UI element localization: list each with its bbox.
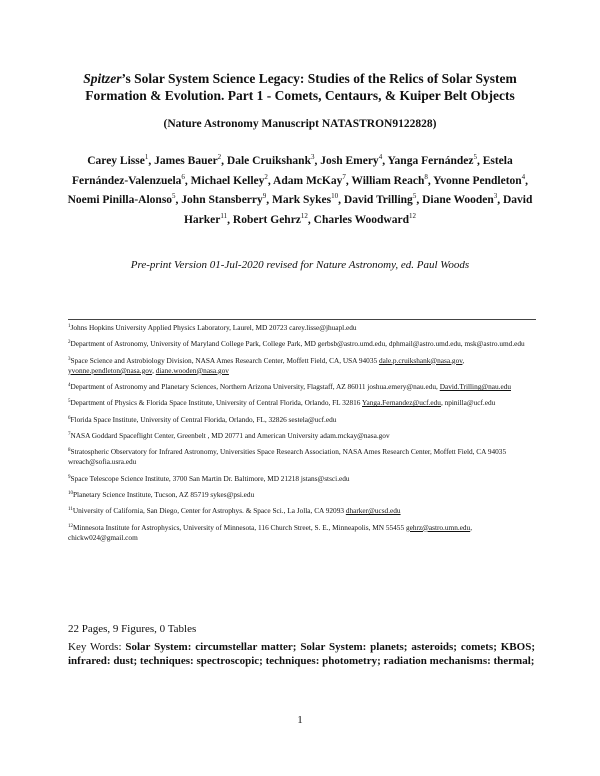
footnote-number: 5	[68, 399, 71, 405]
footnote-text: ,	[462, 355, 465, 365]
author-affiliation-mark: 6	[181, 172, 185, 181]
affiliation-footnote	[68, 474, 538, 484]
author-separator: ,	[221, 155, 227, 167]
page-number: 1	[297, 714, 303, 726]
author-affiliation-mark: 3	[310, 153, 315, 161]
page-count: 22 Pages, 9 Figures, 0 Tables	[68, 623, 197, 635]
affiliation-footnote	[68, 415, 538, 425]
affiliation-footnote	[68, 323, 538, 333]
author-affiliation-mark: 5	[172, 192, 176, 200]
author-separator: ,	[525, 174, 529, 187]
author-affiliation-mark: 12	[409, 211, 416, 220]
author-name: Charles Woodward	[313, 213, 409, 226]
author-separator: ,	[497, 194, 503, 206]
author-separator: ,	[266, 194, 273, 206]
footnote-number: 11	[68, 507, 73, 513]
affiliation-footnote	[68, 382, 538, 392]
author-name: Yanga Fernández	[387, 155, 474, 167]
email-link[interactable]: diane.wooden@nasa.gov	[155, 365, 229, 375]
author-name: Michael Kelley	[190, 174, 265, 187]
footnote-text: Space Science and Astrobiology Division, NASA Ames Research Center, Moffett Field, CA, USA 94035	[70, 355, 379, 365]
footnote-text: Department of Astronomy and Planetary Sciences, Northern Arizona University, Flagstaff, AZ 86011 joshua.emery@nau.edu,	[70, 382, 440, 392]
footnote-number: 2	[68, 340, 71, 346]
author-affiliation-mark: 11	[220, 211, 228, 220]
affiliation-footnote	[68, 431, 538, 441]
author-affiliation-mark: 1	[144, 153, 149, 161]
footnote-number: 9	[68, 474, 71, 480]
footnote-number: 7	[68, 431, 71, 437]
email-link[interactable]: David.Trilling@nau.edu	[439, 382, 511, 392]
author-separator: ,	[345, 174, 352, 187]
author-affiliation-mark: 4	[521, 172, 526, 181]
author-name: Josh Emery	[320, 155, 379, 167]
email-link[interactable]: dale.p.cruikshank@nasa.gov	[378, 355, 463, 365]
author-name: James Bauer	[154, 155, 218, 167]
title-line-1-rest: ’s Solar System Science Legacy: Studies of the Relics of Solar System	[121, 71, 517, 86]
footnote-divider	[68, 319, 536, 320]
footnote-text: Stratospheric Observatory for Infrared Astronomy, Universities Space Research Association, NASA Ames Research Center, Moffett Field, CA 94035 wreach@sofia.usra.edu	[68, 447, 507, 467]
author-separator: ,	[227, 213, 233, 226]
footnote-text: Minnesota Institute for Astrophysics, University of Minnesota, 116 Church Street, S. E., Minneapolis, MN 55455	[73, 522, 406, 532]
footnote-text: Johns Hopkins University Applied Physics Laboratory, Laurel, MD 20723 carey.lisse@jhuapl.edu	[70, 323, 357, 332]
author-affiliation-mark: 4	[378, 153, 383, 161]
author-affiliation-mark: 8	[424, 172, 428, 181]
footnote-text: Department of Physics & Florida Space Institute, University of Central Florida, Orlando, FL 32816	[70, 398, 362, 408]
title-line-1	[60, 70, 540, 87]
author-name: Dale Cruikshank	[226, 155, 311, 167]
footnote-number: 1	[68, 324, 71, 329]
author-name: David Trilling	[343, 194, 413, 206]
affiliation-footnote	[68, 447, 538, 467]
author-affiliation-mark: 2	[264, 172, 268, 181]
footnote-text: , chickw024@gmail.com	[68, 522, 473, 542]
footnote-number: 4	[68, 383, 71, 389]
keywords-text: Solar System: circumstellar matter; Solar System: planets; asteroids; comets; KBOS; infrared: dust; techniques: spectroscopic; techniques: photometry; radiation mechanisms: thermal;	[68, 641, 535, 667]
author-affiliation-mark: 5	[473, 153, 477, 161]
affiliation-footnote	[68, 356, 538, 376]
affiliation-footnote	[68, 490, 538, 500]
affiliation-footnotes	[68, 323, 538, 549]
author-name: Mark Sykes	[272, 194, 332, 206]
manuscript-id: (Nature Astronomy Manuscript NATASTRON9122828)	[163, 118, 437, 130]
author-name: Robert Gehrz	[232, 213, 301, 226]
author-name: David Harker	[183, 194, 533, 226]
author-affiliation-mark: 12	[300, 211, 308, 220]
author-affiliation-mark: 2	[217, 153, 222, 161]
email-link[interactable]: yvonne.pendleton@nasa.gov	[68, 365, 153, 375]
email-link[interactable]: dharker@ucsd.edu	[345, 506, 401, 516]
keywords-label: Key Words:	[68, 641, 126, 653]
author-separator: ,	[184, 174, 191, 187]
footnote-number: 8	[68, 448, 71, 454]
footnote-text: Planetary Science Institute, Tucson, AZ 85719 sykes@psi.edu	[73, 490, 255, 500]
footnote-text: ,	[152, 365, 156, 375]
title-line-2: Formation & Evolution. Part 1 - Comets, Centaurs, & Kuiper Belt Objects	[85, 88, 515, 103]
affiliation-footnote	[68, 398, 538, 408]
footnote-text: NASA Goddard Spaceflight Center, Greenbelt , MD 20771 and American University adam.mckay@nasa.gov	[70, 430, 390, 440]
author-separator: ,	[416, 194, 423, 206]
author-separator: ,	[476, 155, 483, 167]
paper-title	[60, 70, 540, 104]
author-affiliation-mark: 5	[412, 192, 417, 200]
keywords	[68, 641, 535, 668]
author-separator: ,	[427, 174, 434, 187]
author-separator: ,	[267, 174, 274, 187]
author-separator: ,	[382, 155, 388, 167]
author-name: Adam McKay	[273, 174, 343, 187]
author-separator: ,	[314, 155, 321, 167]
footnote-text: Space Telescope Science Institute, 3700 San Martin Dr. Baltimore, MD 21218 jstans@stsci.edu	[70, 473, 350, 483]
author-name: Yvonne Pendleton	[433, 174, 522, 187]
author-name: Carey Lisse	[87, 155, 145, 167]
author-name: William Reach	[351, 174, 425, 187]
affiliation-footnote	[68, 523, 538, 543]
author-affiliation-mark: 7	[342, 172, 346, 181]
author-affiliation-mark: 10	[331, 192, 339, 200]
author-separator: ,	[175, 194, 182, 206]
author-affiliation-mark: 3	[493, 192, 498, 200]
email-link[interactable]: gehrz@astro.umn.edu	[405, 522, 471, 532]
author-name: Noemi Pinilla-Alonso	[67, 194, 173, 206]
author-separator: ,	[307, 213, 314, 226]
author-separator: ,	[148, 155, 155, 167]
author-list	[62, 152, 538, 230]
footnote-number: 10	[68, 491, 73, 497]
footnote-text: Florida Space Institute, University of Central Florida, Orlando, FL, 32826 sestela@ucf.edu	[70, 414, 337, 424]
title-italic: Spitzer	[83, 71, 122, 86]
author-name: John Stansberry	[181, 194, 263, 206]
author-affiliation-mark: 9	[262, 192, 267, 200]
author-name: Estela Fernández-Valenzuela	[71, 155, 513, 187]
footnote-text: University of California, San Diego, Center for Astrophys. & Space Sci., La Jolla, CA 92093	[72, 506, 346, 516]
affiliation-footnote	[68, 506, 538, 516]
footnote-number: 3	[68, 356, 71, 362]
preprint-note: Pre-print Version 01-Jul-2020 revised for Nature Astronomy, ed. Paul Woods	[130, 259, 470, 271]
footnote-number: 12	[68, 523, 73, 529]
footnote-number: 6	[68, 415, 71, 421]
footnote-text: Department of Astronomy, University of Maryland College Park, College Park, MD gerbsb@astro.umd.edu, dphmail@astro.umd.edu, msk@astro.umd.edu	[70, 339, 525, 349]
affiliation-footnote	[68, 339, 538, 349]
author-name: Diane Wooden	[422, 194, 494, 206]
footnote-text: , npinilla@ucf.edu	[440, 398, 496, 408]
author-separator: ,	[338, 194, 344, 206]
email-link[interactable]: Yanga.Fernandez@ucf.edu	[362, 398, 441, 408]
